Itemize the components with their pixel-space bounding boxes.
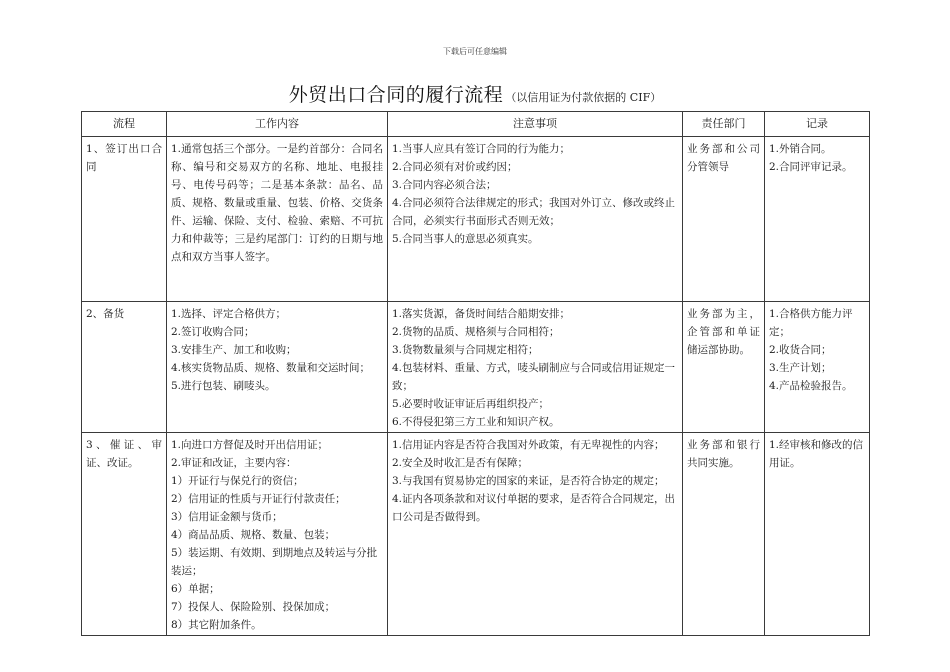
work-item: 3.安排生产、加工和收购； xyxy=(171,344,297,356)
work-item: 2）信用证的性质与开证行付款责任； xyxy=(171,493,346,505)
work-item: 2.签订收购合同； xyxy=(171,326,255,338)
notes-cell xyxy=(388,302,683,433)
dept-cell: 业务部和银行共同实施。 xyxy=(683,433,765,636)
title-subtitle: （以信用证为付款依据的 CIF） xyxy=(505,91,662,104)
work-item: 2.审证和改证，主要内容： xyxy=(171,457,297,469)
header-work: 工作内容 xyxy=(167,112,388,137)
dept-cell: 业务部为主，企管部和单证储运部协助。 xyxy=(683,302,765,433)
header-notes: 注意事项 xyxy=(388,112,683,137)
work-cell xyxy=(167,433,388,636)
process-cell: 1、签订出口合同 xyxy=(82,137,167,302)
note-item: 3.合同内容必须合法； xyxy=(392,179,497,191)
note-item: 1.信用证内容是否符合我国对外政策，有无卑视性的内容； xyxy=(392,439,665,451)
record-item: 1.经审核和修改的信用证。 xyxy=(769,439,864,469)
record-item: 2.合同评审记录。 xyxy=(769,161,853,173)
work-item: 5）装运期、有效期、到期地点及转运与分批装运； xyxy=(171,547,378,577)
work-item: 1）开证行与保兑行的资信； xyxy=(171,475,304,487)
work-item: 4）商品品质、规格、数量、包装； xyxy=(171,529,336,541)
records-cell xyxy=(765,137,870,302)
work-item: 5.进行包装、刷唛头。 xyxy=(171,380,276,392)
table-header-row xyxy=(82,112,870,137)
work-item: 1.选择、评定合格供方； xyxy=(171,308,287,320)
note-item: 5.必要时收证审证后再组织投产； xyxy=(392,398,550,410)
table-row xyxy=(82,433,870,636)
process-cell: 3、催证、审证、改证。 xyxy=(82,433,167,636)
note-item: 2.合同必须有对价或约因； xyxy=(392,161,518,173)
table-row xyxy=(82,137,870,302)
record-item: 1.合格供方能力评定； xyxy=(769,308,853,338)
header-process: 流程 xyxy=(82,112,167,137)
process-cell: 2、备货 xyxy=(82,302,167,433)
work-cell xyxy=(167,137,388,302)
records-cell xyxy=(765,433,870,636)
note-item: 3.货物数量须与合同规定相符； xyxy=(392,344,539,356)
work-item: 6）单据； xyxy=(171,583,220,595)
work-item: 3）信用证金额与货币； xyxy=(171,511,283,523)
work-item: 8）其它附加条件。 xyxy=(171,619,262,631)
record-item: 2.收货合同； xyxy=(769,344,832,356)
note-item: 4.包装材料、重量、方式，唛头刷制应与合同或信用证规定一致； xyxy=(392,362,676,392)
note-item: 4.证内各项条款和对议付单据的要求，是否符合合同规定，出口公司是否做得到。 xyxy=(392,493,676,523)
notes-cell xyxy=(388,137,683,302)
note-item: 2.安全及时收汇是否有保障； xyxy=(392,457,529,469)
table-row xyxy=(82,302,870,433)
document-title xyxy=(0,80,950,107)
work-item: 1.向进口方督促及时开出信用证； xyxy=(171,439,329,451)
title-main: 外贸出口合同的履行流程 xyxy=(288,84,504,106)
header-dept: 责任部门 xyxy=(683,112,765,137)
record-item: 4.产品检验报告。 xyxy=(769,380,853,392)
process-table xyxy=(81,111,870,636)
dept-cell: 业务部和公司分管领导 xyxy=(683,137,765,302)
header-note: 下载后可任意编辑 xyxy=(443,47,507,56)
notes-cell xyxy=(388,433,683,636)
note-item: 1.落实货源，备货时间结合船期安排； xyxy=(392,308,571,320)
record-item: 3.生产计划； xyxy=(769,362,832,374)
note-item: 3.与我国有贸易协定的国家的来证，是否符合协定的规定； xyxy=(392,475,665,487)
records-cell xyxy=(765,302,870,433)
note-item: 1.当事人应具有签订合同的行为能力； xyxy=(392,143,571,155)
work-item: 1.通常包括三个部分。一是约首部分：合同名称、编号和交易双方的名称、地址、电报挂号、电传号码等；二是基本条款：品名、品质、规格、数量或重量、包装、价格、交货条件、运输、保险、支付、检验、索赔、不可抗力和仲裁等；三是约尾部门：订约的日期与地点和双方当事人签字。 xyxy=(171,143,383,263)
work-item: 4.核实货物品质、规格、数量和交运时间； xyxy=(171,362,371,374)
work-item: 7）投保人、保险险别、投保加成； xyxy=(171,601,336,613)
note-item: 6.不得侵犯第三方工业和知识产权。 xyxy=(392,416,560,428)
note-item: 5.合同当事人的意思必须真实。 xyxy=(392,233,539,245)
note-item: 4.合同必须符合法律规定的形式；我国对外订立、修改或终止合同，必须实行书面形式否则无效； xyxy=(392,197,676,227)
work-cell xyxy=(167,302,388,433)
note-item: 2.货物的品质、规格须与合同相符； xyxy=(392,326,560,338)
record-item: 1.外销合同。 xyxy=(769,143,832,155)
header-records: 记录 xyxy=(765,112,870,137)
